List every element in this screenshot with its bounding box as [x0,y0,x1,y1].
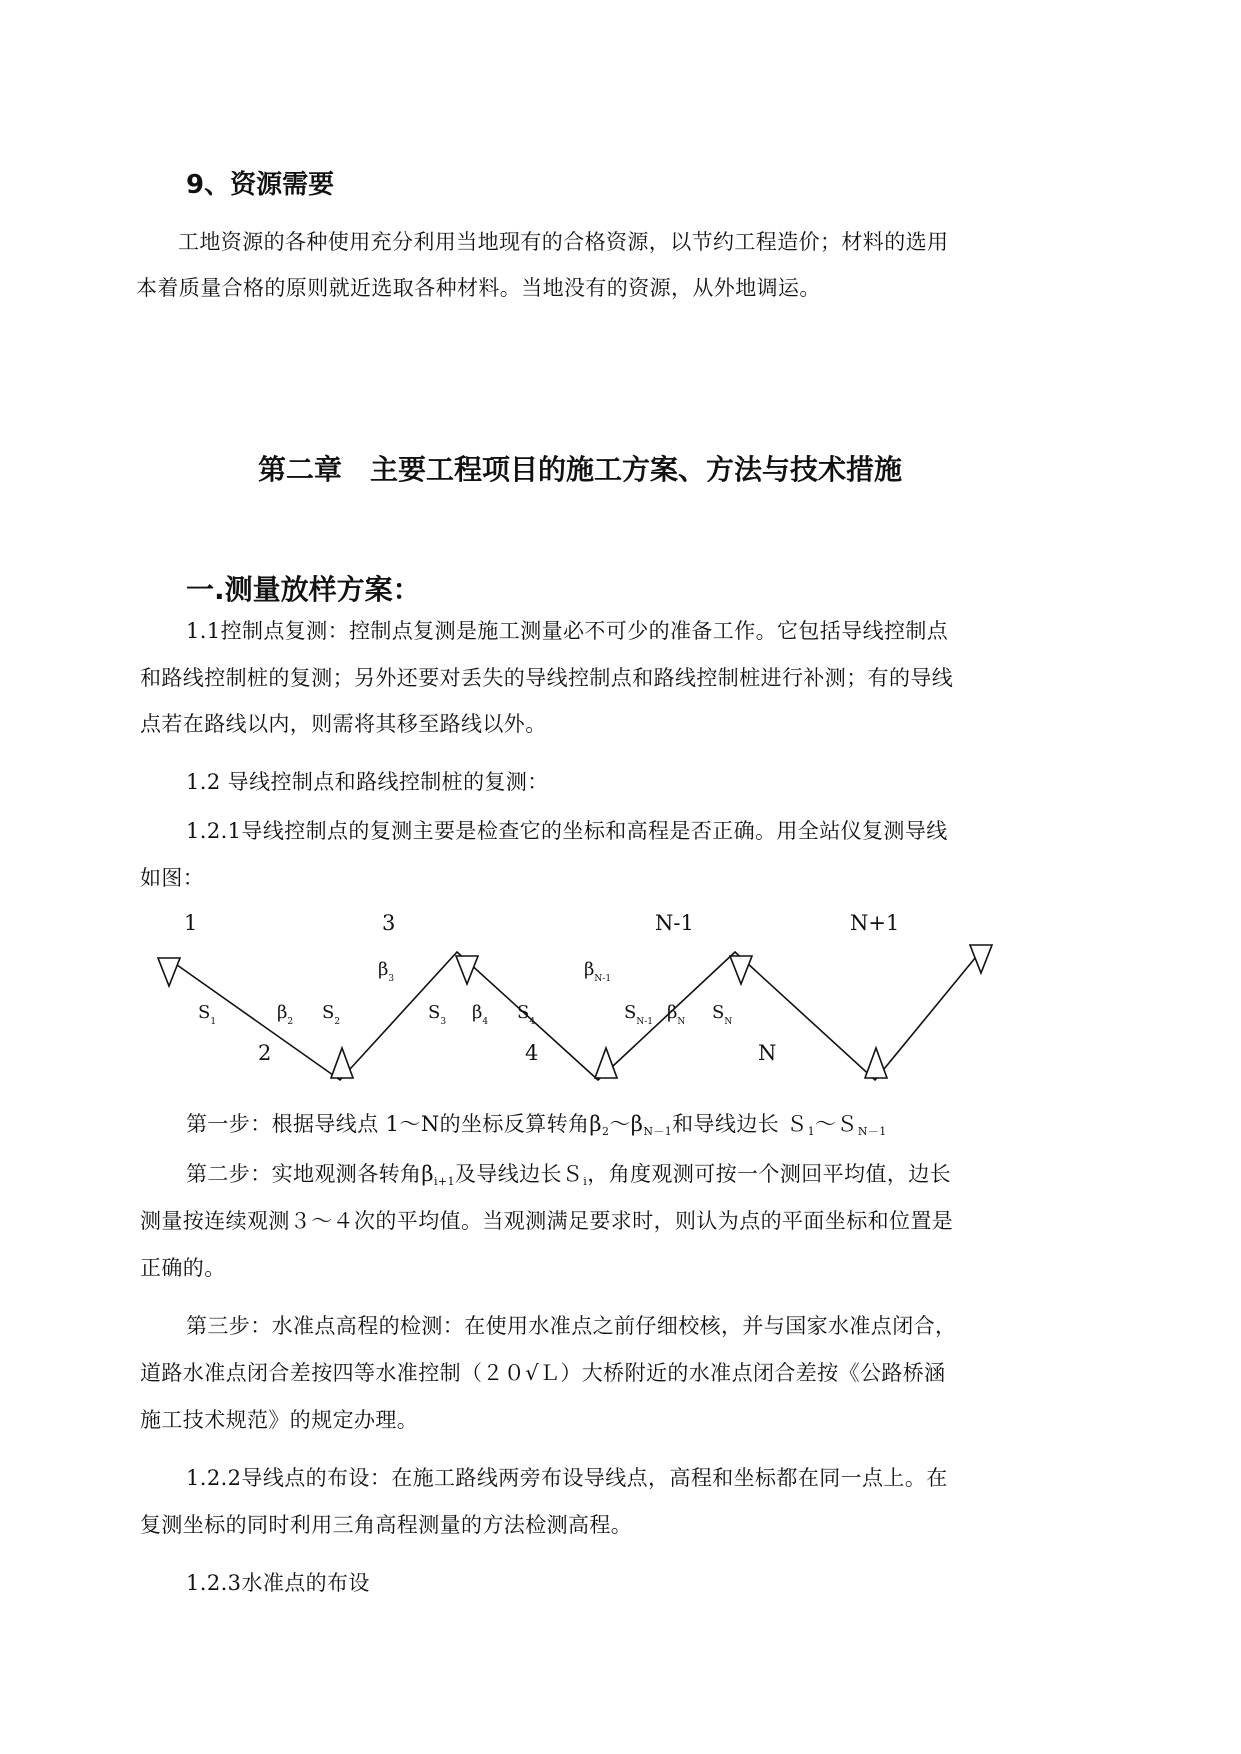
side-label-1: $S_1$ [198,1002,217,1027]
station-triangle-2 [331,1048,353,1078]
point-label-1: 1 [184,911,198,935]
station-triangle-4 [595,1048,617,1078]
paragraph-line: 1.2.1导线控制点的复测主要是检查它的坐标和高程是否正确。用全站仪复测导线 [186,819,948,843]
station-triangle-n [865,1048,887,1078]
station-triangle-3 [456,956,478,984]
step-text: ～Ｓ [815,1112,858,1136]
step-text: 第二步：实地观测各转角β [186,1162,434,1186]
step-text: 第一步：根据导线点 1～N的坐标反算转角β [186,1112,602,1136]
paragraph-line: 正确的。 [140,1256,226,1280]
beta-label-2: $\beta_2$ [277,1002,294,1027]
point-label-n: N [758,1041,777,1065]
paragraph-line: 道路水准点闭合差按四等水准控制（２０√Ｌ）大桥附近的水准点闭合差按《公路桥涵 [140,1361,946,1385]
step-1-paragraph [186,1108,887,1139]
side-label-n-1: $S_{N-1}$ [624,1002,653,1027]
side-label-n: $S_N$ [712,1002,733,1027]
point-label-4: 4 [525,1041,539,1065]
subscript: N－1 [857,1125,887,1138]
paragraph-line: 1.2 导线控制点和路线控制桩的复测： [186,770,549,794]
step-text: ～β [609,1112,644,1136]
side-label-4: $S_4$ [517,1002,536,1027]
beta-label-4: $\beta_4$ [472,1002,489,1027]
side-label-3: $S_3$ [428,1002,447,1027]
subscript: i [583,1175,588,1188]
subscript: 1 [807,1125,816,1138]
beta-label-n-1: $\beta_{N-1}$ [584,959,612,984]
beta-label-n: $\beta_N$ [667,1002,686,1027]
traverse-path [170,952,980,1080]
paragraph-line: 和路线控制桩的复测；另外还要对丢失的导线控制点和路线控制桩进行补测；有的导线 [140,666,954,690]
point-label-n-plus-1: N+1 [850,911,900,935]
paragraph-line: 1.1控制点复测：控制点复测是施工测量必不可少的准备工作。它包括导线控制点 [186,619,949,643]
paragraph-line: 施工技术规范》的规定办理。 [140,1408,419,1432]
paragraph-line: 复测坐标的同时利用三角高程测量的方法检测高程。 [140,1513,633,1537]
step-2-paragraph [186,1158,951,1188]
subsection-heading-survey: 一.测量放样方案： [186,573,421,606]
section-heading-resources: 9、资源需要 [186,170,335,200]
side-label-2: $S_2$ [322,1002,341,1027]
paragraph-line: 第三步：水准点高程的检测：在使用水准点之前仔细校核，并与国家水准点闭合， [186,1314,957,1338]
chapter-title: 第二章 主要工程项目的施工方案、方法与技术措施 [258,453,903,486]
paragraph-line: 测量按连续观测３～４次的平均值。当观测满足要求时，则认为点的平面坐标和位置是 [140,1209,954,1233]
paragraph-line: 1.2.3水准点的布设 [186,1571,370,1595]
point-label-2: 2 [258,1041,272,1065]
step-text: ，角度观测可按一个测回平均值，边长 [587,1162,952,1186]
paragraph-line: 本着质量合格的原则就近选取各种材料。当地没有的资源，从外地调运。 [136,276,821,300]
traverse-diagram [150,900,1050,1100]
paragraph-line: 工地资源的各种使用充分利用当地现有的合格资源，以节约工程造价；材料的选用 [178,230,949,254]
subscript: i+1 [433,1175,455,1188]
point-label-n-1: N-1 [655,911,694,935]
paragraph-line: 1.2.2导线点的布设：在施工路线两旁布设导线点，高程和坐标都在同一点上。在 [186,1466,948,1490]
paragraph-line: 点若在路线以内，则需将其移至路线以外。 [140,712,547,736]
paragraph-line: 如图： [140,866,205,890]
beta-label-3: $\beta_3$ [378,959,395,984]
step-text: 和导线边长 Ｓ [672,1112,808,1136]
subscript: 2 [601,1125,610,1138]
station-triangle-1 [158,958,180,986]
subscript: N－1 [643,1125,673,1138]
point-label-3: 3 [382,911,396,935]
station-triangle-n-1 [730,956,752,984]
step-text: 及导线边长Ｓ [454,1162,584,1186]
traverse-lines [170,952,980,1080]
